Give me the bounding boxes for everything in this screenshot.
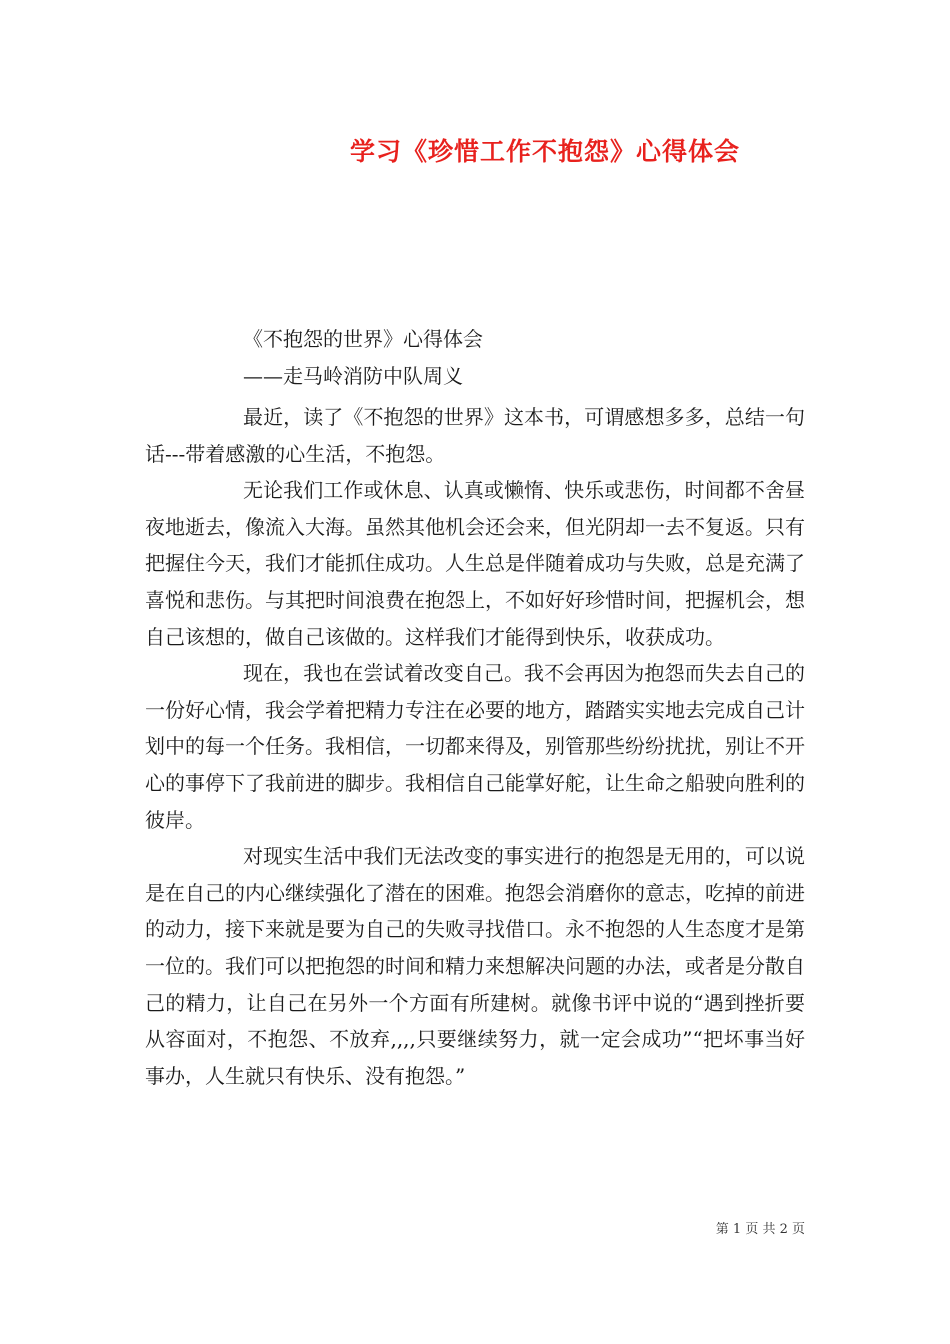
author-line: ——走马岭消防中队周义 <box>243 364 463 388</box>
document-body <box>145 399 805 1094</box>
paragraph: 现在，我也在尝试着改变自己。我不会再因为抱怨而失去自己的一份好心情，我会学着把精力专注在必要的地方，踏踏实实地去完成自己计划中的每一个任务。我相信，一切都来得及，别管那些纷纷扰扰，别让不开心的事停下了我前进的脚步。我相信自己能掌好舵，让生命之船驶向胜利的彼岸。 <box>145 661 805 832</box>
paragraph: 最近，读了《不抱怨的世界》这本书，可谓感想多多，总结一句话---带着感激的心生活，不抱怨。 <box>145 405 805 466</box>
paragraph: 无论我们工作或休息、认真或懒惰、快乐或悲伤，时间都不舍昼夜地逝去，像流入大海。虽然其他机会还会来，但光阴却一去不复返。只有把握住今天，我们才能抓住成功。人生总是伴随着成功与失败，总是充满了喜悦和悲伤。与其把时间浪费在抱怨上，不如好好珍惜时间，把握机会，想自己该想的，做自己该做的。这样我们才能得到快乐，收获成功。 <box>145 478 805 649</box>
document-subtitle: 《不抱怨的世界》心得体会 <box>243 327 483 351</box>
paragraph: 对现实生活中我们无法改变的事实进行的抱怨是无用的，可以说是在自己的内心继续强化了潜在的困难。抱怨会消磨你的意志，吃掉的前进的动力，接下来就是要为自己的失败寻找借口。永不抱怨的人生态度才是第一位的。我们可以把抱怨的时间和精力来想解决问题的办法，或者是分散自己的精力，让自己在另外一个方面有所建树。就像书评中说的“遇到挫折要从容面对，不抱怨、不放弃,,,,只要继续努力，就一定会成功”“把坏事当好事办，人生就只有快乐、没有抱怨。” <box>145 844 805 1088</box>
document-title: 学习《珍惜工作不抱怨》心得体会 <box>349 137 740 166</box>
page-footer: 第 1 页 共 2 页 <box>715 1222 805 1237</box>
